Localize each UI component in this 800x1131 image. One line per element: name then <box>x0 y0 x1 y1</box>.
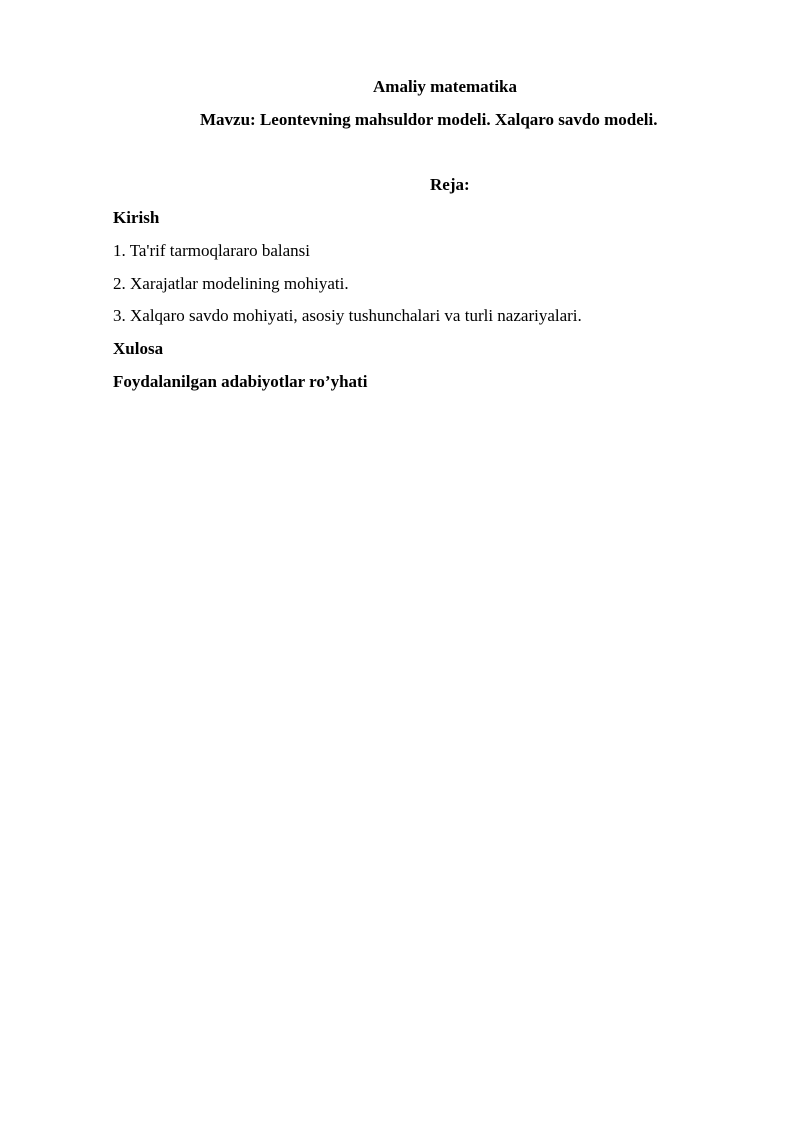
introduction-heading: Kirish <box>113 208 160 227</box>
topic-title: Mavzu: Leontevning mahsuldor modeli. Xalqaro savdo modeli. <box>200 110 658 129</box>
plan-heading: Reja: <box>430 175 470 194</box>
subject-title: Amaliy matematika <box>373 77 518 96</box>
plan-item: 2. Xarajatlar modelining mohiyati. <box>113 274 349 293</box>
plan-item: 1. Ta'rif tarmoqlararo balansi <box>113 241 310 260</box>
plan-item: 3. Xalqaro savdo mohiyati, asosiy tushunchalari va turli nazariyalari. <box>113 306 582 325</box>
references-heading: Foydalanilgan adabiyotlar ro’yhati <box>113 372 368 391</box>
conclusion-heading: Xulosa <box>113 339 164 358</box>
